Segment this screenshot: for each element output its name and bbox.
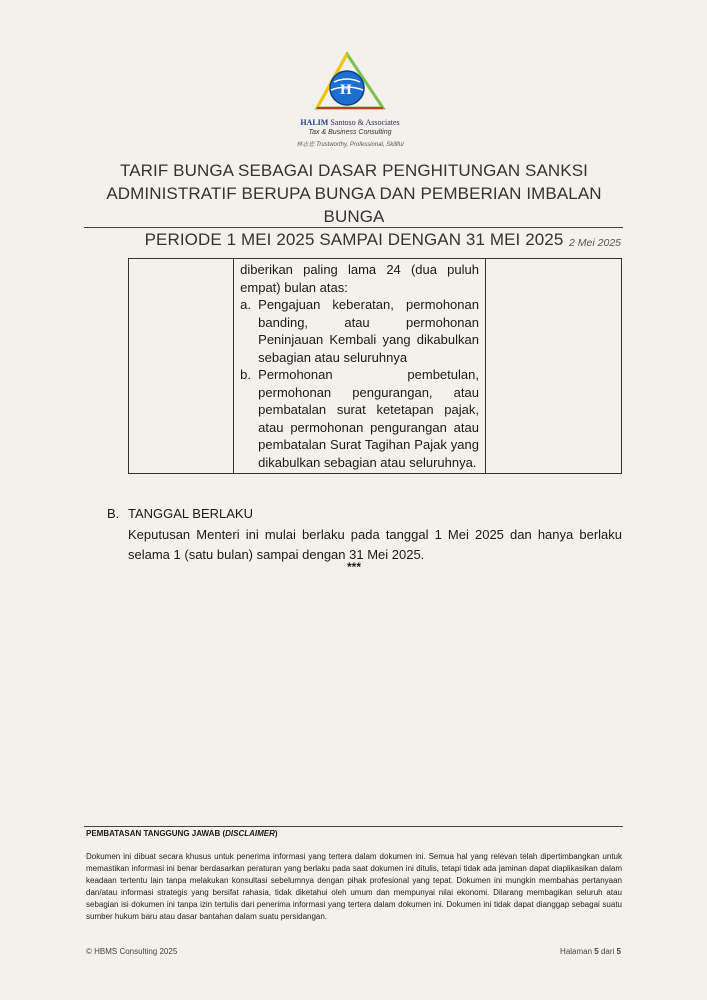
content-table: [128, 258, 622, 474]
logo-motto: 林志忠 Trustworthy, Professional, Skillful: [296, 142, 404, 148]
table-intro-text: diberikan paling lama 24 (dua puluh empat) bulan atas:: [240, 262, 479, 295]
list-item: b. Permohonan pembetulan, permohonan pengurangan, atau pembatalan surat ketetapan pajak, atau permohonan pengurangan atau pembatalan Surat Tagihan Pajak yang dikabulkan sebagian atau seluruhnya.: [240, 367, 479, 470]
title-line-1: TARIF BUNGA SEBAGAI DASAR PENGHITUNGAN SANKSI: [120, 161, 588, 180]
table-cell-right: [485, 259, 621, 474]
title-divider: [84, 227, 623, 228]
footer-page-number: Halaman 5 dari 5: [560, 947, 621, 956]
section-b-heading: B. TANGGAL BERLAKU: [107, 506, 253, 521]
title-line-3: PERIODE 1 MEI 2025 SAMPAI DENGAN 31 MEI 2025: [144, 230, 564, 249]
table-cell-middle: [234, 259, 486, 474]
title-line-2: ADMINISTRATIF BERUPA BUNGA DAN PEMBERIAN IMBALAN BUNGA: [106, 184, 602, 226]
document-date: 2 Mei 2025: [569, 237, 621, 249]
section-b: [107, 505, 622, 564]
table-row: [129, 259, 622, 474]
company-logo: [285, 50, 415, 150]
logo-subtitle: Tax & Business Consulting: [308, 129, 392, 136]
svg-text:H: H: [340, 82, 352, 98]
list-item: a. Pengajuan keberatan, permohonan banding, atau permohonan Peninjauan Kembali yang dikabulkan sebagian atau seluruhnya: [240, 297, 479, 365]
end-marker: ***: [346, 560, 361, 574]
table-cell-left: [129, 259, 234, 474]
disclaimer-divider: [84, 826, 623, 827]
footer-copyright: © HBMS Consulting 2025: [86, 947, 178, 956]
condition-list: [240, 296, 479, 471]
logo-emblem-icon: [307, 50, 393, 118]
page-title: [84, 159, 624, 251]
disclaimer-heading: PEMBATASAN TANGGUNG JAWAB (DISCLAIMER): [86, 829, 278, 838]
section-b-body: Keputusan Menteri ini mulai berlaku pada tanggal 1 Mei 2025 dan hanya berlaku selama 1 (satu bulan) sampai dengan 31 Mei 2025.: [128, 527, 622, 562]
disclaimer-text: Dokumen ini dibuat secara khusus untuk penerima informasi yang tertera dalam dokumen ini. Semua hal yang relevan telah dipertimbangkan untuk memastikan informasi ini benar berdasarkan peraturan yang berlaku pada saat dokumen ini ditulis, tetapi tidak ada jaminan dapat diaplikasikan dalam keadaan tertentu lain tanpa melakukan konsultasi sebelumnya dengan pihak profesional yang tepat. Dokumen ini mungkin membahas pertanyaan dan/atau informasi strategis yang bersifat rahasia, tidak diketahui oleh umum dan mempunyai nilai ekonomi. Dilarang membagikan seluruh atau sebagian isi dokumen ini tanpa izin tertulis dari penerima informasi yang tertera dalam dokumen ini. Dokumen ini tidak dapat dianggap sebagai suatu sumber hukum baru atau dasar bantahan dalam suatu persidangan.: [86, 852, 622, 922]
logo-brand-text: HALIM Santoso & Associates: [300, 118, 400, 127]
